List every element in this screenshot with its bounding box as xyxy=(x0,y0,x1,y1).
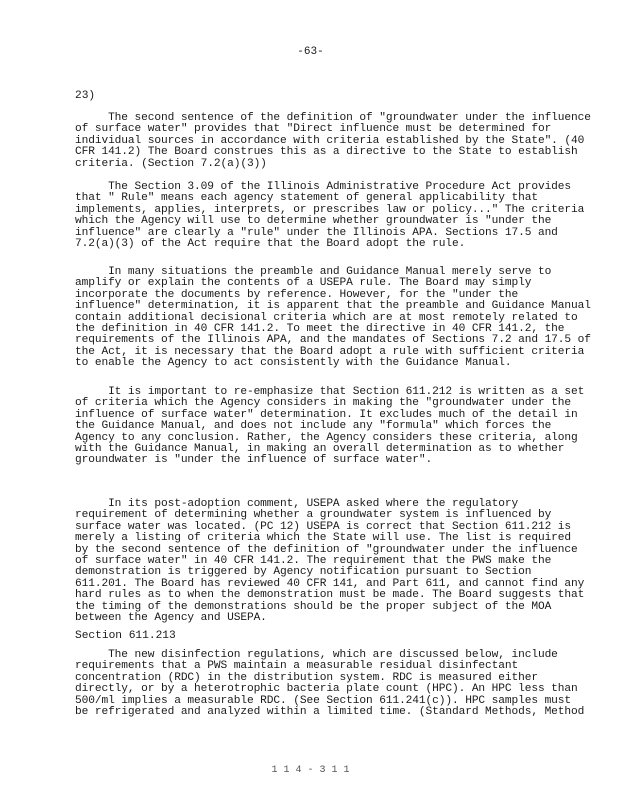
paragraph-6-line: concentration (RDC) in the distribution system. RDC is measured either xyxy=(75,671,538,684)
page-footer: 1 1 4 - 3 1 1 xyxy=(271,765,350,776)
paragraph-1-line: criteria. (Section 7.2(a)(3)) xyxy=(75,157,267,170)
paragraph-4-line: groundwater is "under the influence of surface water". xyxy=(75,454,433,467)
paragraph-6-line: directly, or by a heterotrophic bacteria plate count (HPC). An HPC less than xyxy=(75,683,578,696)
paragraph-2-line: The Section 3.09 of the Illinois Administrative Procedure Act provides xyxy=(75,181,572,193)
paragraph-4-line: Agency to any conclusion. Rather, the Agency considers these criteria, along xyxy=(75,431,578,444)
paragraph-2-line: influence" are clearly a "rule" under the Illinois APA. Sections 17.5 and xyxy=(75,226,558,239)
paragraph-5-line: 611.201. The Board has reviewed 40 CFR 141, and Part 611, and cannot find any xyxy=(75,577,585,590)
paragraph-4-line: with the Guidance Manual, in making an overall determination as to whether xyxy=(75,443,565,455)
paragraph-1-line: The second sentence of the definition of "groundwater under the influence xyxy=(75,112,591,124)
paragraph-5-line: requirement of determining whether a groundwater system is influenced by xyxy=(75,509,552,522)
section-heading: Section 611.213 xyxy=(75,630,176,642)
paragraph-3-line: In many situations the preamble and Guidance Manual merely serve to xyxy=(75,266,552,278)
paragraph-2-line: which the Agency will use to determine whether groundwater is "under the xyxy=(75,215,552,228)
paragraph-4-line: of criteria which the Agency considers in making the "groundwater under the xyxy=(75,397,572,410)
paragraph-6-line: 500/ml implies a measurable RDC. (See Section 611.241(c)). HPC samples must xyxy=(75,694,572,707)
paragraph-6-line: The new disinfection regulations, which are discussed below, include xyxy=(75,649,558,661)
paragraph-1-line: CFR 141.2) The Board construes this as a directive to the State to establish xyxy=(75,146,578,159)
paragraph-3-line: to enable the Agency to act consistently with the Guidance Manual. xyxy=(75,357,512,370)
paragraph-5-line: of surface water" in 40 CFR 141.2. The requirement that the PWS make the xyxy=(75,555,552,567)
paragraph-2-line: that " Rule" means each agency statement of general applicability that xyxy=(75,192,538,205)
paragraph-2-line: implements, applies, interprets, or prescribes law or policy..." The criteria xyxy=(75,203,585,216)
paragraph-4-line: the Guidance Manual, and does not include any "formula" which forces the xyxy=(75,420,552,433)
paragraph-1-line: individual sources in accordance with criteria established by the State". (40 xyxy=(75,134,585,147)
paragraph-4-line: It is important to re-emphasize that Section 611.212 is written as a set xyxy=(75,386,585,398)
paragraph-3-line: the definition in 40 CFR 141.2. To meet the directive in 40 CFR 141.2, the xyxy=(75,323,565,335)
paragraph-5-line: by the second sentence of the definition of "groundwater under the influence xyxy=(75,543,578,556)
paragraph-5-line: merely a listing of criteria which the State will use. The list is required xyxy=(75,532,572,545)
paragraph-3-line: contain additional decisional criteria which are at most remotely related to xyxy=(75,311,578,324)
paragraph-5-line: surface water was located. (PC 12) USEPA is correct that Section 611.212 is xyxy=(75,520,572,533)
paragraph-3-line: influence" determination, it is apparent that the preamble and Guidance Manual xyxy=(75,300,591,313)
paragraph-2-line: 7.2(a)(3) of the Act require that the Board adopt the rule. xyxy=(75,238,466,250)
page-number: -63- xyxy=(297,46,324,58)
paragraph-6-line: requirements that a PWS maintain a measurable residual disinfectant xyxy=(75,660,519,673)
paragraph-5-line: In its post-adoption comment, USEPA asked where the regulatory xyxy=(75,498,519,510)
paragraph-5-line: hard rules as to when the demonstration must be made. The Board suggests that xyxy=(75,589,585,602)
paragraph-3-line: requirements of the Illinois APA, and the mandates of Sections 7.2 and 17.5 of xyxy=(75,334,591,347)
section-label: 23) xyxy=(75,90,96,102)
paragraph-5-line: between the Agency and USEPA. xyxy=(75,612,267,624)
paragraph-3-line: the Act, it is necessary that the Board adopt a rule with sufficient criteria xyxy=(75,345,585,358)
paragraph-4-line: influence of surface water" determination. It excludes much of the detail in xyxy=(75,408,578,421)
paragraph-3-line: amplify or explain the contents of a USEPA rule. The Board may simply xyxy=(75,277,532,290)
paragraph-6-line: be refrigerated and analyzed within a limited time. (Standard Methods, Method xyxy=(75,706,585,718)
paragraph-5-line: the timing of the demonstrations should be the proper subject of the MOA xyxy=(75,600,552,613)
paragraph-3-line: incorporate the documents by reference. However, for the "under the xyxy=(75,288,519,301)
paragraph-1-line: of surface water" provides that "Direct influence must be determined for xyxy=(75,123,552,136)
paragraph-5-line: demonstration is triggered by Agency notification pursuant to Section xyxy=(75,566,532,579)
